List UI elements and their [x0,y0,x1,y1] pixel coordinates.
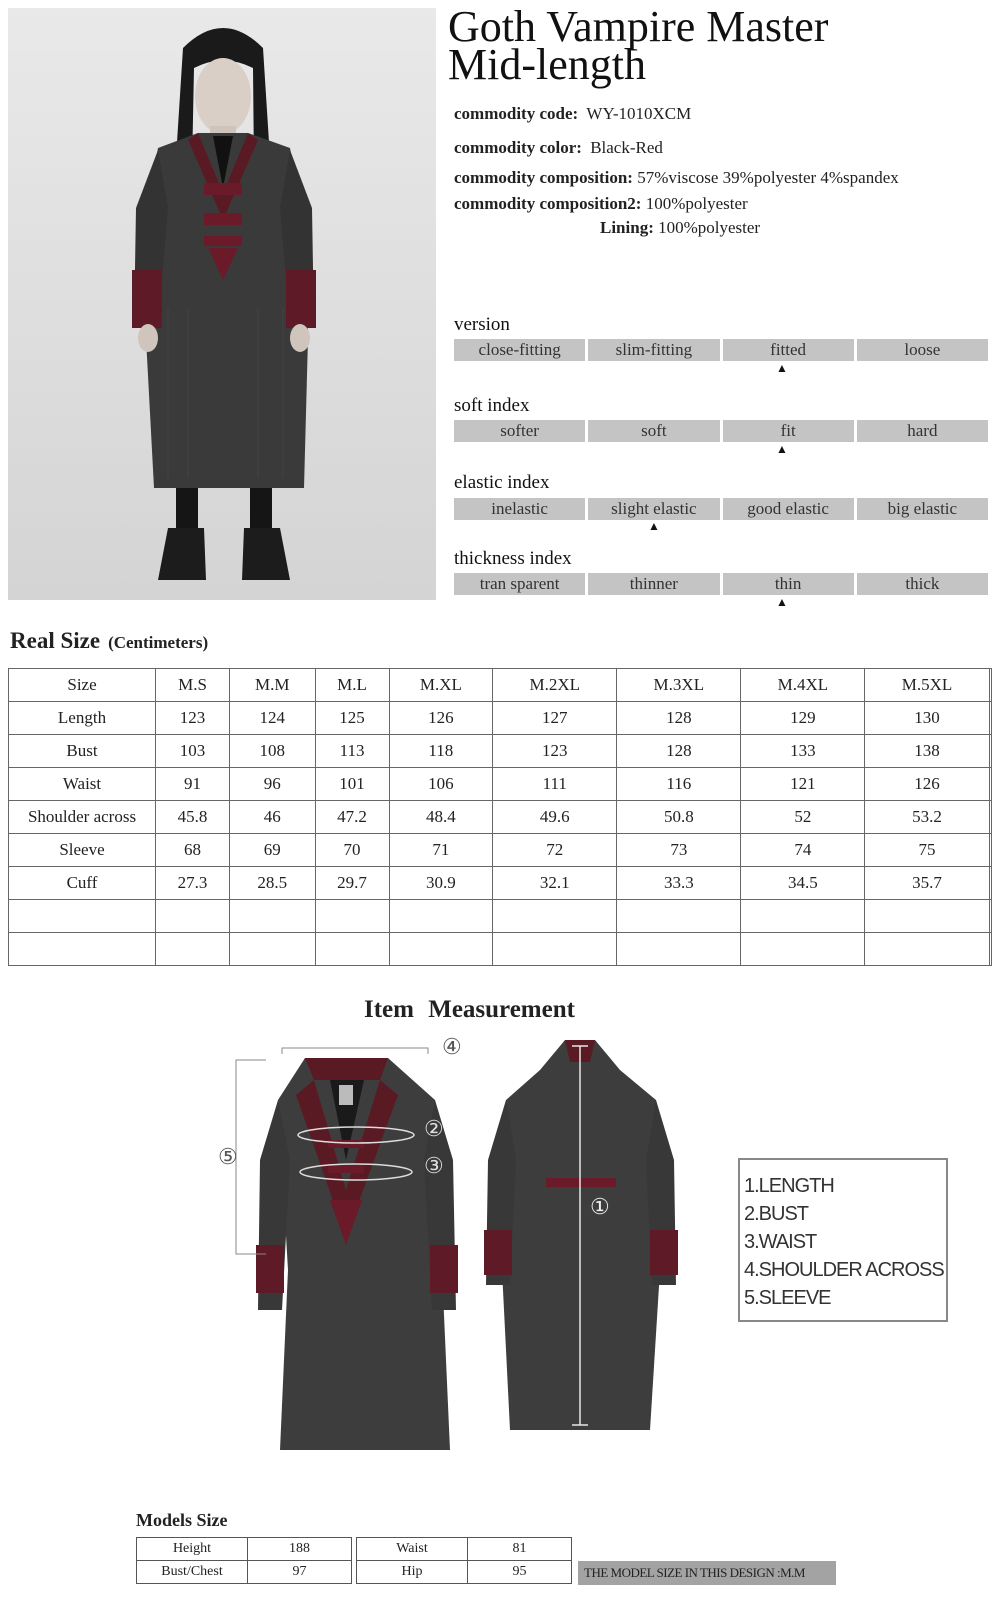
table-header-cell: M.2XL [493,669,617,702]
thickness-index-scale [454,573,988,595]
models-size-title: Models Size [136,1510,228,1530]
thickness-index-selected-marker: ▲ [776,595,788,609]
table-cell: 101 [315,768,389,801]
model-measure-label: Height [137,1538,248,1561]
info-commodity-code [454,104,691,124]
model-measure-label: Hip [357,1561,468,1584]
table-cell: 129 [741,702,865,735]
table-cell: 32.1 [493,867,617,900]
model-measure-value: 97 [248,1561,352,1584]
coat-front-drawing [236,1048,458,1450]
table-cell: 28.5 [230,867,315,900]
table-cell [989,867,991,900]
table-cell: 33.3 [617,867,741,900]
elastic-index-option: big elastic [857,498,988,520]
info-key: Lining: [600,218,654,237]
product-title [448,2,988,89]
soft-index-option: softer [454,420,585,442]
table-row [9,735,992,768]
info-key: commodity composition2: [454,194,642,213]
model-size-note: THE MODEL SIZE IN THIS DESIGN :M.M [578,1561,836,1585]
info-commodity-color [454,138,663,158]
elastic-index-option: inelastic [454,498,585,520]
bust-marker: ② [424,1116,444,1141]
legend-item: 3.WAIST [744,1231,817,1253]
table-cell [865,933,989,966]
table-cell: 125 [315,702,389,735]
table-header-cell: M.3XL [617,669,741,702]
table-cell: 108 [230,735,315,768]
table-header-cell: M.5XL [865,669,989,702]
table-row-label: Shoulder across [9,801,156,834]
table-cell: 49.6 [493,801,617,834]
table-cell: 69 [230,834,315,867]
table-cell: 48.4 [389,801,493,834]
table-cell: 113 [315,735,389,768]
models-size-table-left [136,1537,352,1584]
table-cell: 116 [617,768,741,801]
table-cell: 128 [617,702,741,735]
table-header-cell [989,669,991,702]
table-cell: 75 [865,834,989,867]
table-row-label: Cuff [9,867,156,900]
item-measurement-title: Item Measurement [364,996,575,1023]
info-key: commodity code: [454,104,579,123]
table-cell: 103 [156,735,230,768]
table-cell: 96 [230,768,315,801]
table-cell [617,900,741,933]
legend-item: 4.SHOULDER ACROSS [744,1259,944,1281]
table-cell: 34.5 [741,867,865,900]
table-cell: 106 [389,768,493,801]
info-commodity-composition2 [454,194,748,214]
table-cell: 91 [156,768,230,801]
table-cell [865,900,989,933]
info-value: 100%polyester [658,218,761,237]
info-commodity-composition [454,168,899,188]
table-cell [156,900,230,933]
table-cell: 123 [156,702,230,735]
info-value: WY-1010XCM [586,104,692,123]
table-cell: 50.8 [617,801,741,834]
table-cell [989,900,991,933]
table-row [9,702,992,735]
soft-index-option: soft [588,420,719,442]
info-value: 100%polyester [645,194,748,213]
waist-marker: ③ [424,1153,444,1178]
table-cell: 73 [617,834,741,867]
product-title-line2: Mid-length [448,40,646,89]
table-row [9,801,992,834]
table-header-cell: M.L [315,669,389,702]
table-row [9,900,992,933]
size-table [8,668,992,966]
table-cell: 74 [741,834,865,867]
table-row [357,1561,572,1584]
table-cell [389,933,493,966]
table-cell [617,933,741,966]
model-measure-value: 81 [468,1538,572,1561]
model-measure-label: Waist [357,1538,468,1561]
model-measure-label: Bust/Chest [137,1561,248,1584]
info-lining [600,218,760,238]
table-row [137,1561,352,1584]
table-cell: 47.2 [315,801,389,834]
models-size-table-right [356,1537,572,1584]
table-header-cell: M.M [230,669,315,702]
product-title-line1: Goth Vampire Master [448,2,829,51]
table-cell: 121 [741,768,865,801]
table-cell [989,933,991,966]
table-cell [230,933,315,966]
table-cell [230,900,315,933]
table-cell: 123 [493,735,617,768]
table-cell: 30.9 [389,867,493,900]
table-cell [315,900,389,933]
info-key: commodity color: [454,138,582,157]
table-row [137,1538,352,1561]
version-option: loose [857,339,988,361]
thickness-index-option: thick [857,573,988,595]
table-row [9,834,992,867]
legend-item: 2.BUST [744,1203,809,1225]
elastic-index-title: elastic index [454,472,550,493]
table-cell: 127 [493,702,617,735]
model-wearing-coat-illustration [8,8,436,600]
thickness-index-option: thin [723,573,854,595]
model-measure-value: 188 [248,1538,352,1561]
model-measure-value: 95 [468,1561,572,1584]
thickness-index-option: thinner [588,573,719,595]
table-header-row [9,669,992,702]
table-cell: 52 [741,801,865,834]
soft-index-scale [454,420,988,442]
version-option: slim-fitting [588,339,719,361]
table-cell: 133 [741,735,865,768]
measurement-diagram [210,1034,730,1465]
table-cell: 70 [315,834,389,867]
shoulder-marker: ④ [442,1034,462,1059]
table-row-label: Length [9,702,156,735]
soft-index-option: fit [723,420,854,442]
table-header-cell: M.S [156,669,230,702]
real-size-heading [10,628,208,654]
real-size-unit: (Centimeters) [108,633,209,652]
table-row [357,1538,572,1561]
table-cell: 128 [617,735,741,768]
table-row [9,768,992,801]
table-header-cell: M.XL [389,669,493,702]
sleeve-marker: ⑤ [218,1144,238,1169]
table-cell: 72 [493,834,617,867]
table-cell [989,702,991,735]
version-scale [454,339,988,361]
info-value: 57%viscose 39%polyester 4%spandex [637,168,899,187]
info-key: commodity composition: [454,168,633,187]
version-option: close-fitting [454,339,585,361]
version-selected-marker: ▲ [776,361,788,375]
table-cell: 29.7 [315,867,389,900]
table-cell: 130 [865,702,989,735]
thickness-index-title: thickness index [454,548,572,569]
table-cell [989,801,991,834]
table-row [9,867,992,900]
table-cell: 45.8 [156,801,230,834]
legend-item: 1.LENGTH [744,1175,834,1197]
soft-index-selected-marker: ▲ [776,442,788,456]
table-cell [989,735,991,768]
table-cell [315,933,389,966]
table-cell: 126 [389,702,493,735]
table-cell: 138 [865,735,989,768]
version-scale-title: version [454,314,510,335]
table-row-label: Sleeve [9,834,156,867]
table-cell [989,834,991,867]
table-header-cell: M.4XL [741,669,865,702]
elastic-index-option: slight elastic [588,498,719,520]
coat-measurement-illustration [210,1040,730,1460]
info-value: Black-Red [590,138,663,157]
table-cell: 53.2 [865,801,989,834]
table-cell: 46 [230,801,315,834]
size-table-body [9,669,992,966]
table-cell: 71 [389,834,493,867]
elastic-index-option: good elastic [723,498,854,520]
table-cell: 68 [156,834,230,867]
table-row-label [9,933,156,966]
table-row-label: Bust [9,735,156,768]
elastic-index-selected-marker: ▲ [648,519,660,533]
table-cell: 118 [389,735,493,768]
table-cell [389,900,493,933]
product-photo [8,8,436,600]
table-cell [493,900,617,933]
table-row-label [9,900,156,933]
table-cell: 111 [493,768,617,801]
coat-back-drawing [484,1040,678,1430]
table-cell: 124 [230,702,315,735]
length-marker: ① [590,1194,610,1219]
table-cell [741,900,865,933]
real-size-title: Real Size [10,628,101,653]
table-cell: 35.7 [865,867,989,900]
table-cell [989,768,991,801]
table-row [9,933,992,966]
soft-index-option: hard [857,420,988,442]
soft-index-title: soft index [454,395,530,416]
elastic-index-scale [454,498,988,520]
legend-item: 5.SLEEVE [744,1287,831,1309]
table-header-cell: Size [9,669,156,702]
table-cell: 27.3 [156,867,230,900]
table-cell [493,933,617,966]
table-cell [741,933,865,966]
table-cell [156,933,230,966]
table-cell: 126 [865,768,989,801]
measurement-legend [738,1158,948,1322]
table-row-label: Waist [9,768,156,801]
version-option: fitted [723,339,854,361]
thickness-index-option: tran sparent [454,573,585,595]
